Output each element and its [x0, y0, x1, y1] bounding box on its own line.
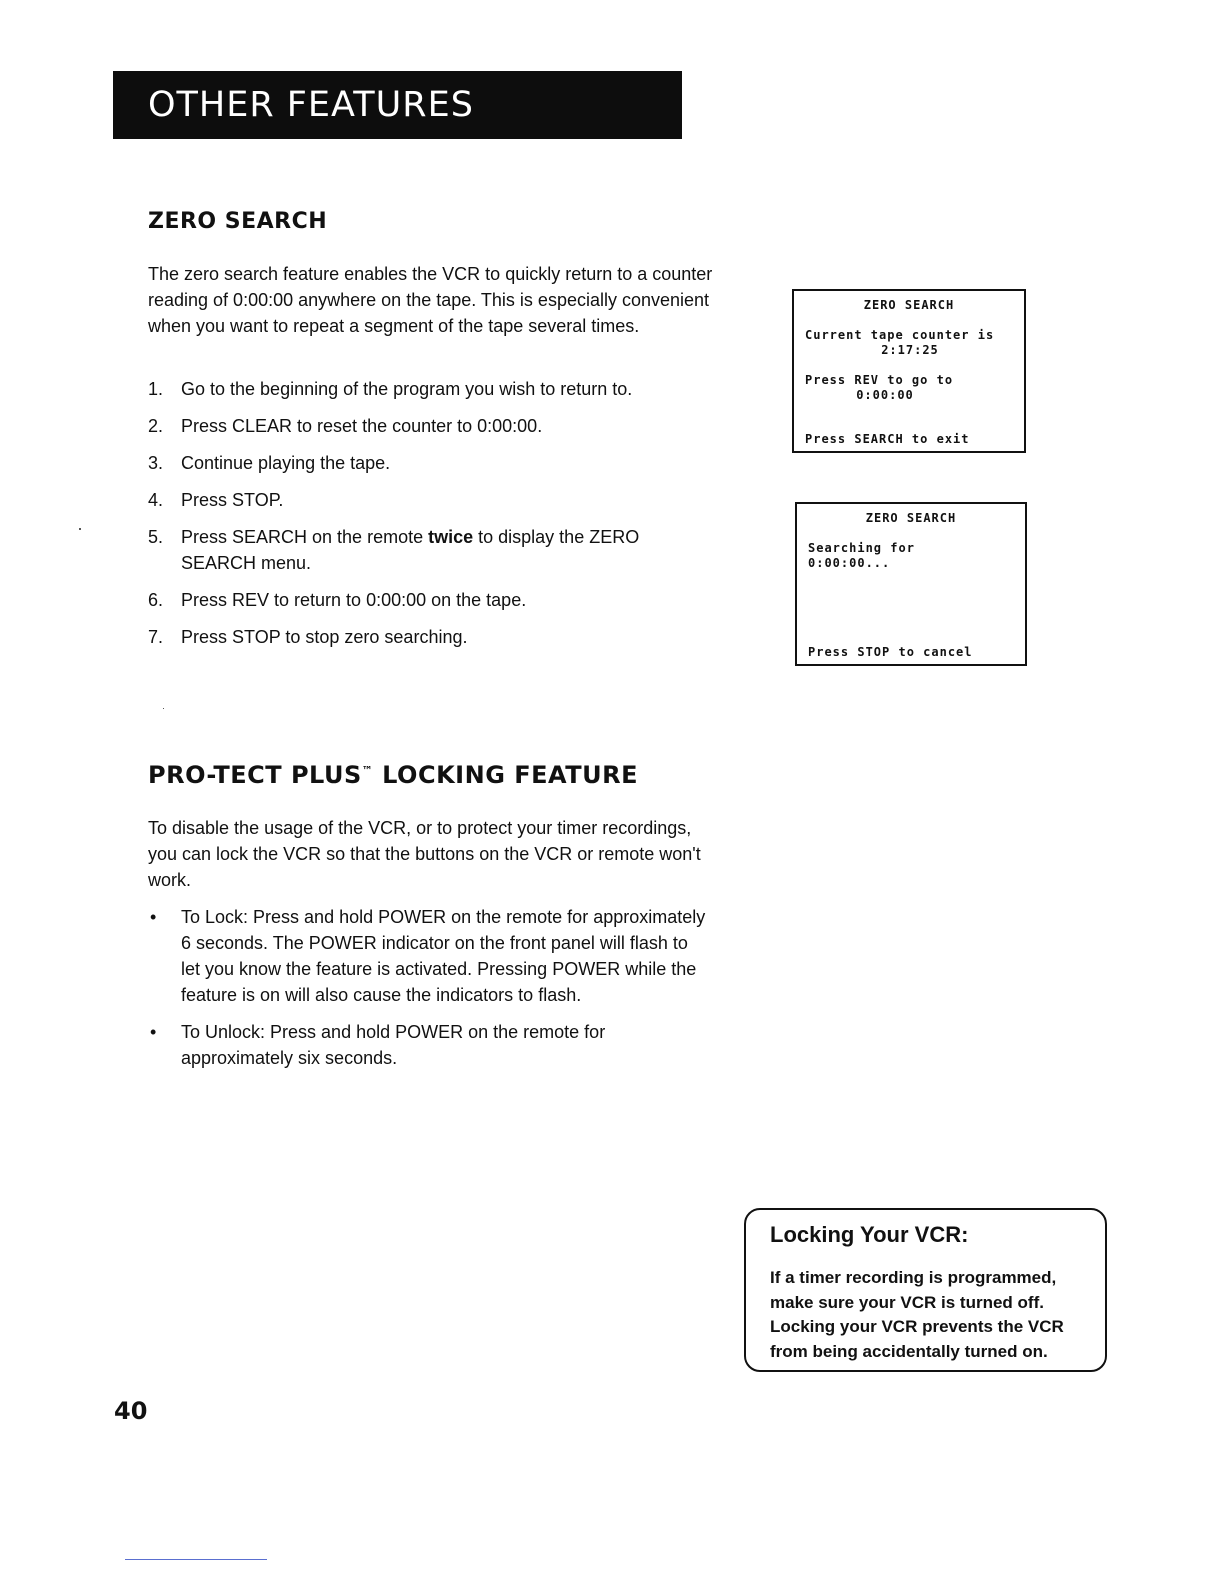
list-item: 1. Go to the beginning of the program you wish to return to.	[148, 379, 633, 399]
scan-edge-line	[125, 1559, 267, 1560]
zero-search-intro: The zero search feature enables the VCR to quickly return to a counter reading of 0:00:00 anywhere on the tape. This is especially convenient when you want to repeat a segment of the tape several times.	[148, 264, 713, 336]
list-item: • To Unlock: Press and hold POWER on the remote for approximately six seconds.	[148, 1019, 708, 1071]
protect-plus-bullets	[148, 904, 708, 1082]
list-item: 5. Press SEARCH on the remote twice to display the ZERO SEARCH menu.	[148, 527, 640, 573]
list-item: 6. Press REV to return to 0:00:00 on the tape.	[148, 590, 527, 610]
osd-zero-search-menu	[792, 289, 1026, 453]
osd-searching-line: Searching for 0:00:00...	[808, 541, 915, 570]
page-number: 40	[114, 1397, 148, 1425]
osd-footer: Press SEARCH to exit	[805, 432, 970, 446]
bullet-marker: •	[150, 907, 157, 927]
locking-tip-callout	[744, 1208, 1107, 1372]
callout-body: If a timer recording is programmed, make sure your VCR is turned off. Locking your VCR prevents the VCR from being accidentally turned on.	[770, 1268, 1064, 1361]
scan-speck	[163, 708, 164, 709]
trademark-mark: ™	[361, 764, 374, 777]
list-item: 4. Press STOP.	[148, 490, 284, 510]
emphasis-twice: twice	[428, 527, 474, 547]
list-item: 3. Continue playing the tape.	[148, 453, 391, 473]
osd-title: ZERO SEARCH	[865, 511, 957, 525]
bullet-marker: •	[150, 1022, 157, 1042]
osd-searching-menu	[795, 502, 1027, 666]
zero-search-heading: ZERO SEARCH	[148, 209, 328, 234]
section-header	[113, 71, 682, 139]
osd-footer: Press STOP to cancel	[808, 645, 973, 659]
list-item: 2. Press CLEAR to reset the counter to 0:00:00.	[148, 416, 543, 436]
scan-speck	[79, 528, 81, 530]
callout-title: Locking Your VCR:	[770, 1222, 969, 1247]
osd-counter-line: Current tape counter is 2:17:25	[805, 328, 995, 357]
osd-rev-line: Press REV to go to 0:00:00	[805, 373, 954, 402]
protect-plus-heading: PRO-TECT PLUS™ LOCKING FEATURE	[148, 761, 638, 789]
protect-plus-intro: To disable the usage of the VCR, or to protect your timer recordings, you can lock the VCR so that the buttons on the VCR or remote won't work.	[148, 818, 701, 890]
list-item: 7. Press STOP to stop zero searching.	[148, 627, 468, 647]
osd-title: ZERO SEARCH	[863, 298, 955, 312]
section-header-title: OTHER FEATURES	[148, 85, 474, 125]
zero-search-steps	[148, 376, 708, 661]
list-item: • To Lock: Press and hold POWER on the remote for approximately 6 seconds. The POWER indicator on the front panel will flash to let you know the feature is activated. Pressing POWER while the feature is on will also cause the indicators to flash.	[148, 904, 708, 1008]
